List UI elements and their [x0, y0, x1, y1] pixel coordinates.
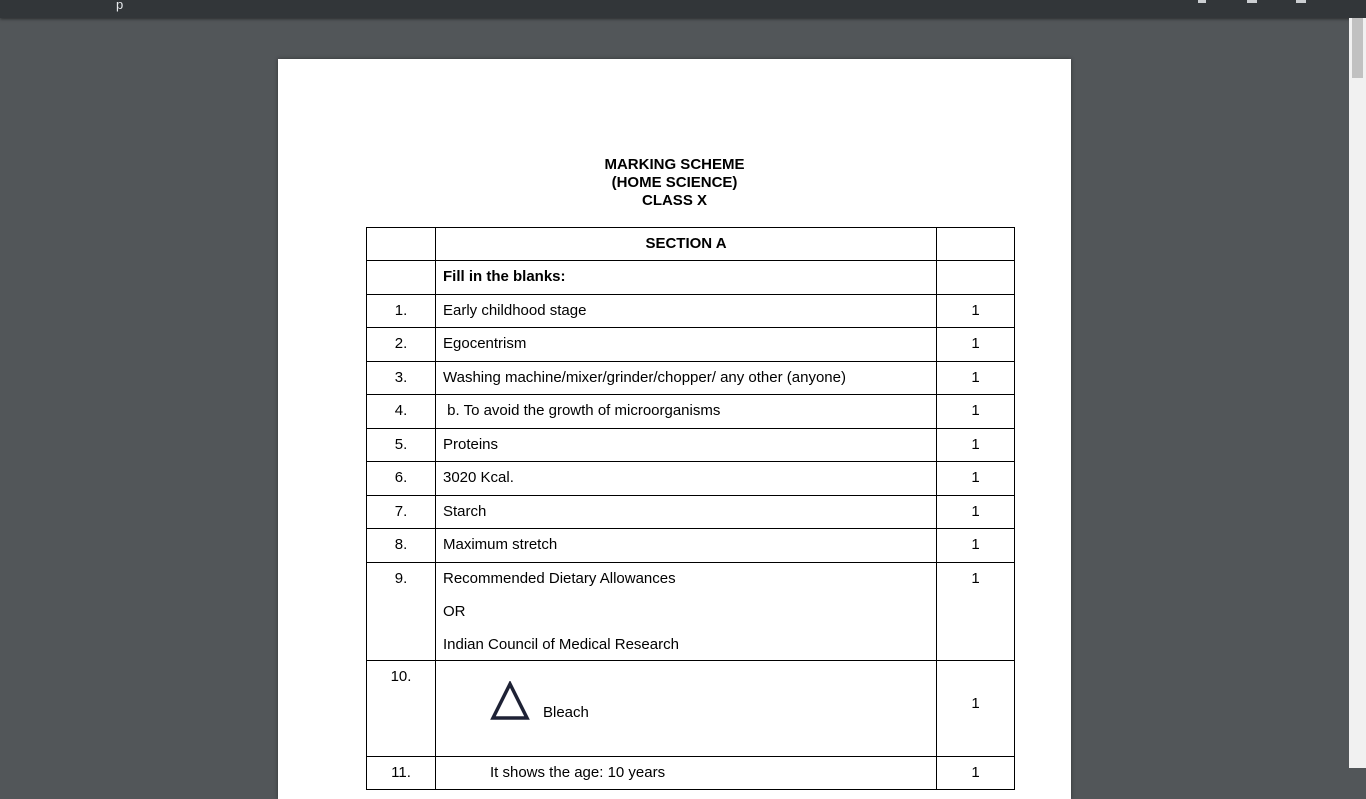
pdf-page: [278, 59, 1071, 799]
answer-line-2: Indian Council of Medical Research: [443, 636, 679, 653]
bleach-label: Bleach: [543, 704, 589, 721]
marks-value: 1: [937, 395, 1015, 429]
document-heading: [278, 156, 1071, 210]
vertical-scrollbar[interactable]: [1349, 18, 1366, 768]
answer-text: Egocentrism: [436, 328, 937, 362]
answer-text: Maximum stretch: [436, 529, 937, 563]
marks-value: 1: [937, 563, 1015, 661]
table-row: [367, 462, 1015, 496]
question-number: 5.: [367, 429, 436, 462]
num-cell: [367, 261, 436, 295]
question-number: 4.: [367, 395, 436, 429]
marks-cell: [937, 228, 1015, 261]
answer-text: 3020 Kcal.: [436, 462, 937, 496]
answer-line-1: Recommended Dietary Allowances: [443, 570, 676, 587]
toolbar-title-fragment: p: [116, 0, 124, 12]
answer-text: Proteins: [436, 429, 937, 462]
marks-value: 1: [937, 757, 1015, 790]
marks-value: 1: [937, 496, 1015, 529]
question-number: 8.: [367, 529, 436, 563]
instruction-text: Fill in the blanks:: [436, 261, 937, 295]
table-row: [367, 563, 1015, 661]
question-number: 10.: [367, 661, 436, 757]
marks-value: 1: [937, 362, 1015, 395]
answer-text: b. To avoid the growth of microorganisms: [436, 395, 937, 429]
question-number: 11.: [367, 757, 436, 790]
question-number: 2.: [367, 328, 436, 362]
num-cell: [367, 228, 436, 261]
table-row: [367, 429, 1015, 462]
table-row: [367, 261, 1015, 295]
answer-text: Early childhood stage: [436, 295, 937, 328]
heading-line-3: CLASS X: [641, 192, 707, 209]
table-row: [367, 496, 1015, 529]
heading-line-1: MARKING SCHEME: [604, 156, 745, 173]
rotate-icon[interactable]: [1198, 0, 1206, 3]
answer-text: Starch: [436, 496, 937, 529]
marks-value: 1: [937, 429, 1015, 462]
question-number: 9.: [367, 563, 436, 661]
question-number: 1.: [367, 295, 436, 328]
answer-line-or: OR: [443, 603, 466, 620]
marks-value: 1: [937, 529, 1015, 563]
table-row: [367, 228, 1015, 261]
table-row: [367, 529, 1015, 563]
table-row: [367, 328, 1015, 362]
marks-value: 1: [937, 462, 1015, 496]
marks-value: 1: [937, 661, 1015, 757]
scrollbar-thumb[interactable]: [1352, 18, 1363, 78]
marks-cell: [937, 261, 1015, 295]
table-row: [367, 757, 1015, 790]
section-heading: SECTION A: [436, 228, 937, 261]
table-row: [367, 395, 1015, 429]
marks-value: 1: [937, 328, 1015, 362]
question-number: 6.: [367, 462, 436, 496]
table-row: [367, 362, 1015, 395]
answer-cell: [436, 661, 937, 757]
answer-text: [436, 563, 937, 661]
marks-value: 1: [937, 295, 1015, 328]
table-row: [367, 295, 1015, 328]
answer-text: Washing machine/mixer/grinder/chopper/ any other (anyone): [436, 362, 937, 395]
answer-text: It shows the age: 10 years: [436, 757, 937, 790]
download-icon[interactable]: [1247, 0, 1257, 3]
table-row: [367, 661, 1015, 757]
question-number: 7.: [367, 496, 436, 529]
bleach-triangle-icon: [490, 681, 530, 721]
bleach-symbol-group: [443, 668, 929, 748]
print-icon[interactable]: [1296, 0, 1306, 3]
pdf-viewer-toolbar: [0, 0, 1366, 18]
marking-scheme-table: [366, 227, 1015, 790]
heading-line-2: (HOME SCIENCE): [611, 174, 738, 191]
question-number: 3.: [367, 362, 436, 395]
